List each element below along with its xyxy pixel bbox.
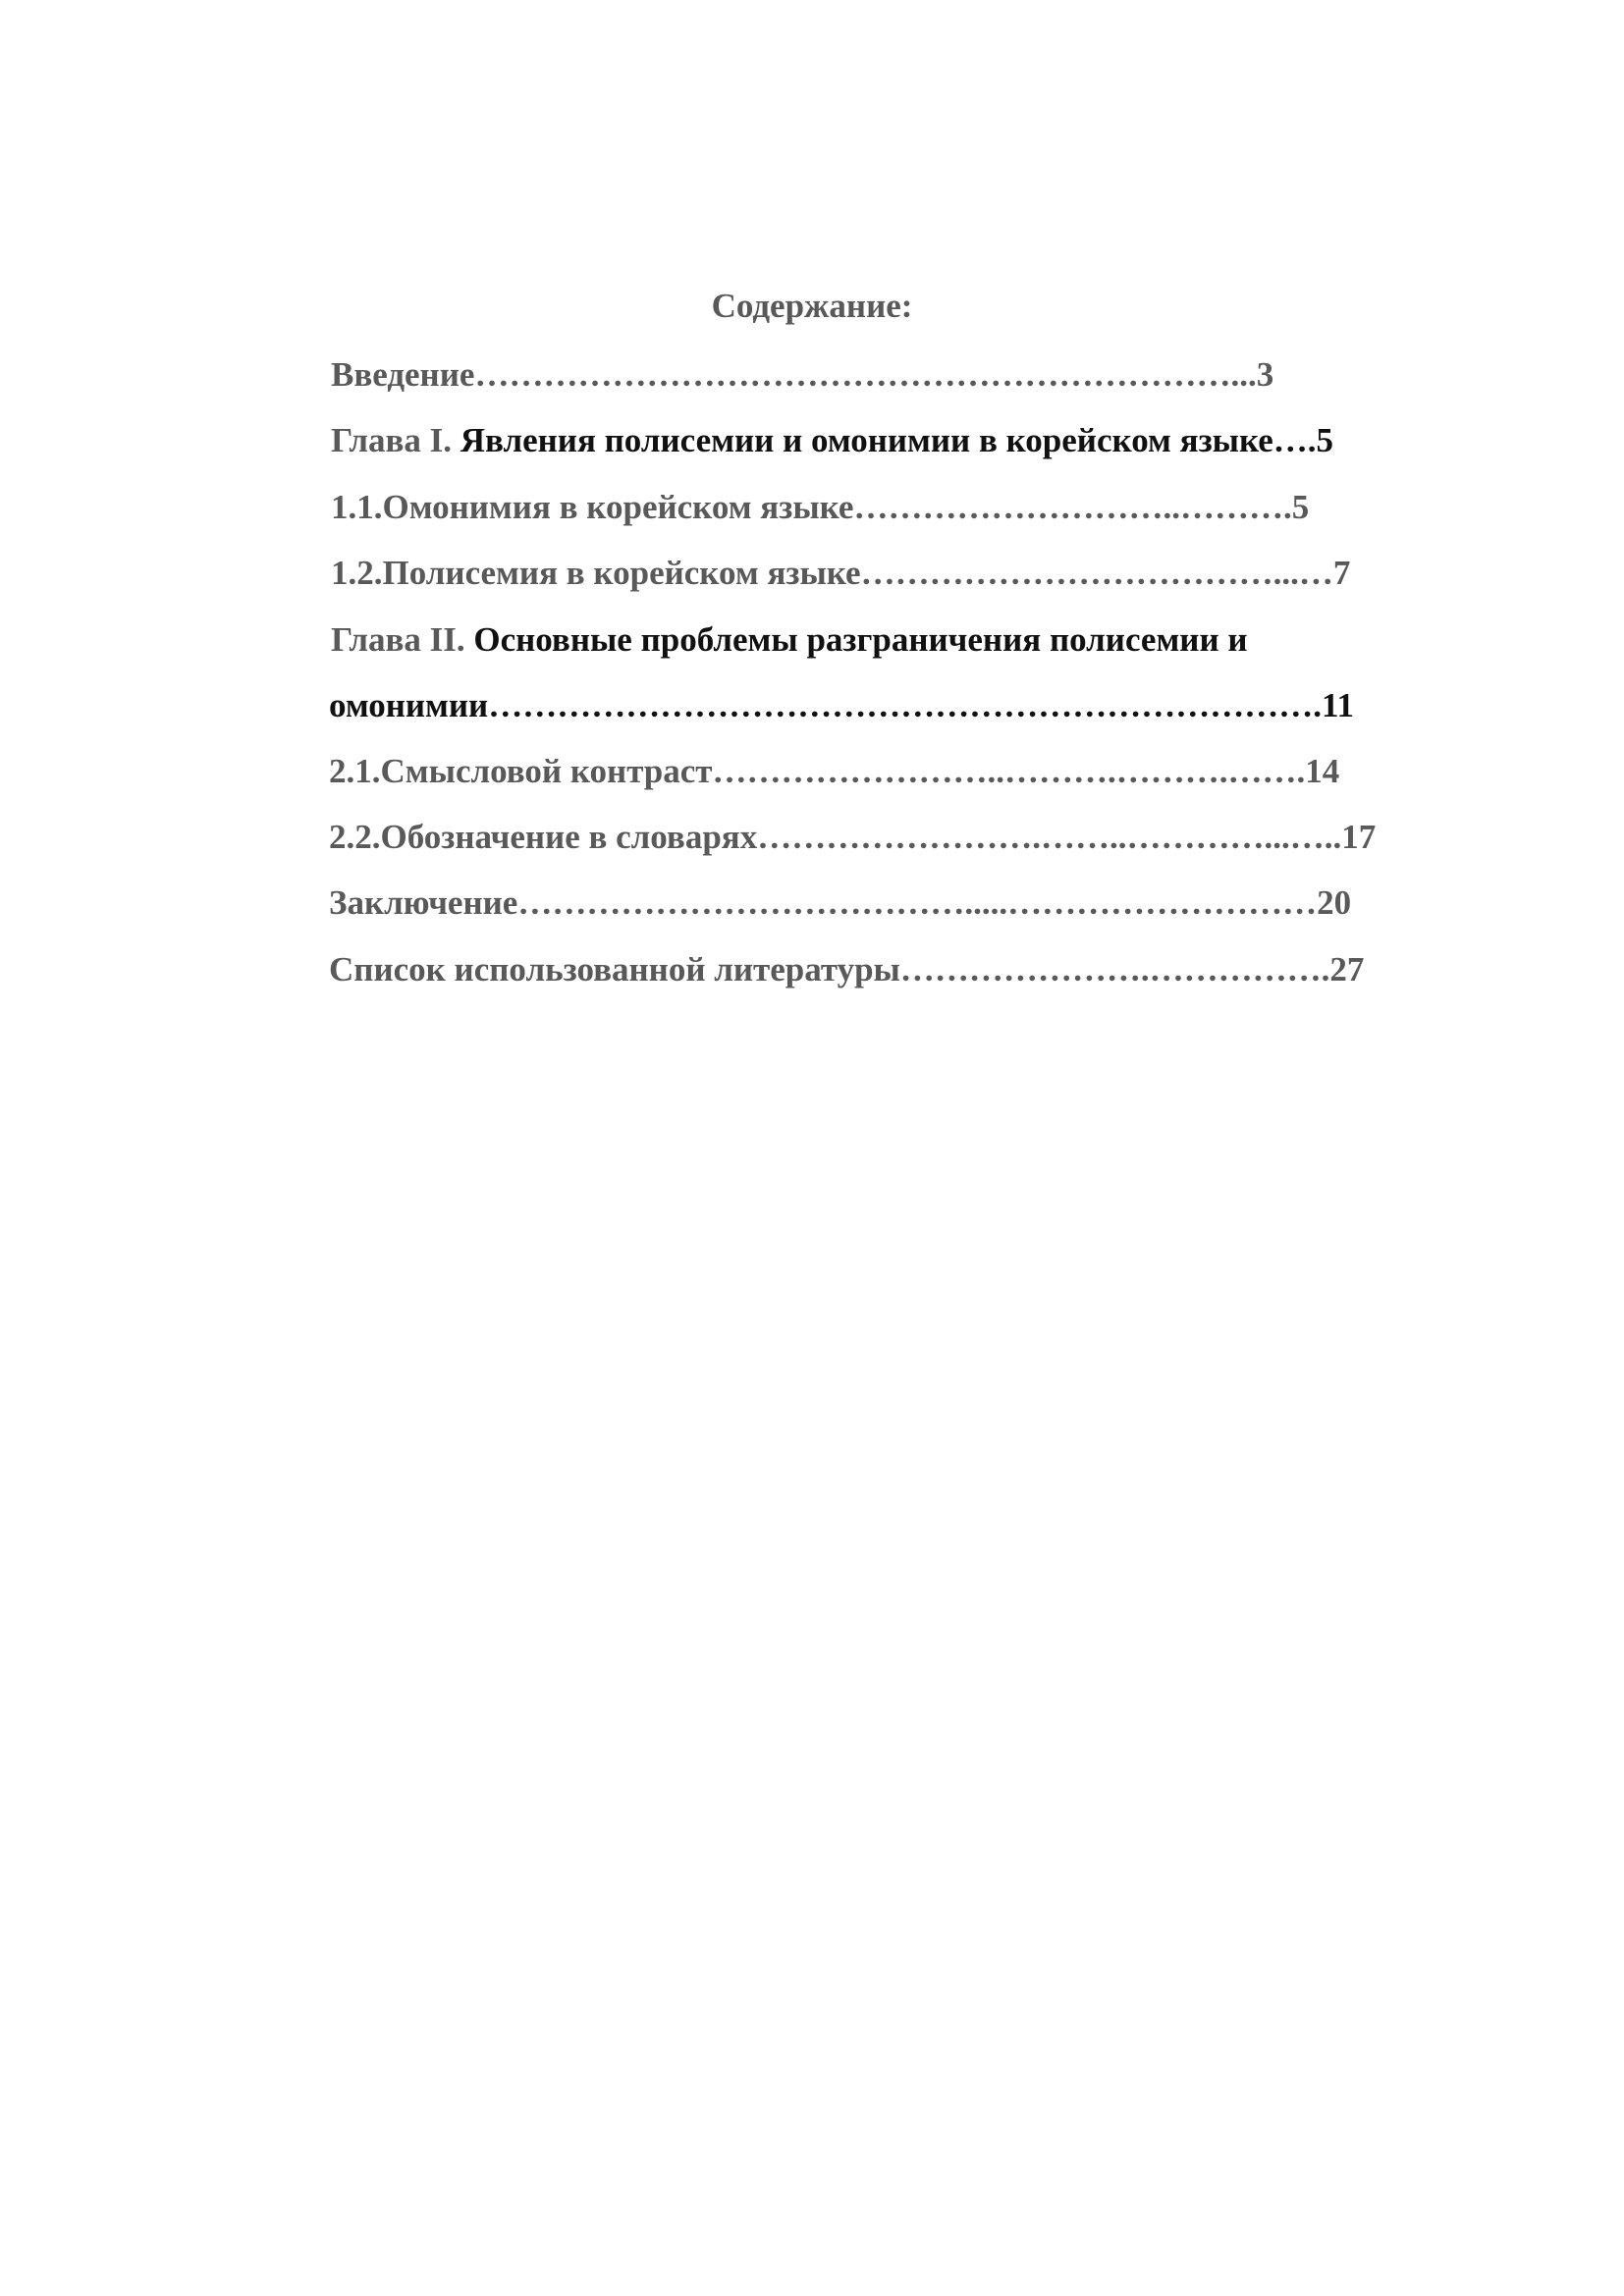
- toc-entry-page: 14: [1305, 752, 1340, 790]
- toc-entry-label: Глава II.: [331, 620, 474, 659]
- toc-entry-dots: …………………….……..…………...…..: [757, 818, 1342, 856]
- toc-entry-label: Список использованной литературы: [329, 950, 900, 988]
- toc-entry-dots: ………………………………...…: [860, 554, 1333, 592]
- toc-entry-page: 20: [1317, 883, 1352, 922]
- toc-entry-conclusion: [329, 881, 1351, 925]
- toc-entry-label: Глава I.: [331, 421, 460, 459]
- toc-entry-page: 27: [1329, 950, 1365, 988]
- toc-entry-label: Заключение: [329, 883, 518, 922]
- toc-entry-page: 5: [1316, 421, 1334, 459]
- toc-entry-chapter-title: Основные проблемы разграничения полисемии и: [473, 620, 1248, 659]
- toc-entry-page: 7: [1332, 554, 1351, 592]
- toc-entry-label: Введение: [331, 355, 475, 394]
- toc-entry-section-2-1: [329, 750, 1339, 793]
- toc-entry-dots: …………………………………………………………...: [474, 355, 1257, 394]
- toc-entry-label: 2.2.Обозначение в словарях: [329, 818, 758, 856]
- toc-entry-dots: ……………………………………………………………….: [488, 686, 1322, 724]
- toc-entry-chapter-1: [331, 419, 1333, 462]
- toc-entry-dots: ……………………..……….……….…….: [712, 752, 1306, 790]
- toc-entry-section-1-1: [331, 486, 1309, 529]
- toc-entry-chapter-2-continued: [329, 684, 1354, 727]
- toc-entry-bibliography: [329, 948, 1364, 991]
- toc-entry-dots: ….: [1272, 421, 1317, 459]
- toc-entry-section-1-2: [331, 552, 1350, 595]
- toc-entry-page: 5: [1291, 488, 1310, 526]
- toc-entry-page: 3: [1256, 355, 1274, 394]
- toc-entry-introduction: [331, 353, 1273, 397]
- toc-entry-dots: ………………………………….....………………………: [517, 883, 1318, 922]
- toc-entry-dots: ………………….…………….: [899, 950, 1330, 988]
- toc-entry-page: 17: [1341, 818, 1377, 856]
- toc-entry-section-2-2: [329, 816, 1376, 859]
- toc-entry-chapter-title: омонимии: [329, 686, 489, 724]
- toc-entry-dots: ………………………..……….: [853, 488, 1292, 526]
- toc-entry-chapter-title: Явления полисемии и омонимии в корейском языке: [460, 421, 1273, 459]
- toc-entry-label: 1.2.Полисемия в корейском языке: [331, 554, 861, 592]
- toc-entry-chapter-2: [331, 618, 1248, 662]
- toc-title: Содержание:: [711, 287, 913, 325]
- toc-entry-page: 11: [1321, 686, 1355, 724]
- toc-entry-label: 1.1.Омонимия в корейском языке: [331, 488, 854, 526]
- toc-entry-label: 2.1.Смысловой контраст: [329, 752, 713, 790]
